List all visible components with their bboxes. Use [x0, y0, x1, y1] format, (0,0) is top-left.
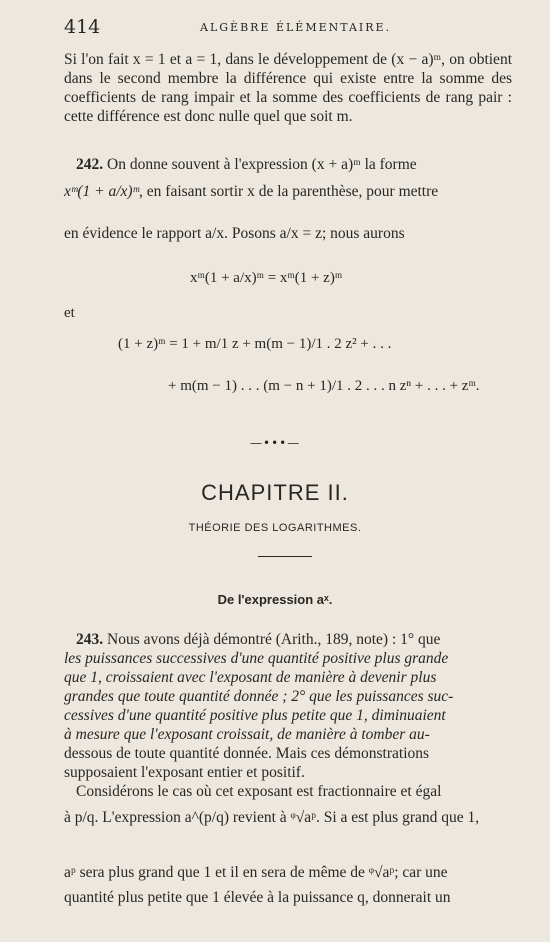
paragraph-number: 242.	[76, 156, 104, 173]
text-line: dessous de toute quantité donnée. Mais ces démonstrations	[64, 745, 430, 762]
paragraph-intro: Si l'on fait x = 1 et a = 1, dans le développement de (x − a)ᵐ, on obtient dans le second membre la différence qui existe entre la somme des coefficients de rang impair et la somme des coefficients de rang pair : cette différence est donc nulle quel que soit m.	[64, 51, 512, 125]
running-title: ALGÈBRE ÉLÉMENTAIRE.	[200, 21, 392, 34]
section-rule	[258, 556, 312, 557]
paragraph-242-text-2: , en faisant sortir x de la parenthèse, pour mettre	[139, 183, 439, 200]
paragraph-243	[64, 630, 512, 801]
paragraph-number: 243.	[76, 631, 104, 648]
paragraph-243-line-b: quantité plus petite que 1 élevée à la puissance q, donnerait un	[64, 889, 451, 906]
paragraph-242-line2	[64, 182, 512, 201]
text-line: à mesure que l'exposant croissait, de manière à tomber au-	[64, 726, 430, 743]
chapter-subtitle: THÉORIE DES LOGARITHMES.	[188, 522, 362, 534]
equation-2-line1: (1 + z)ᵐ = 1 + m/1 z + m(m − 1)/1 . 2 z² + . . .	[118, 336, 392, 352]
equation-2-line2: + m(m − 1) . . . (m − n + 1)/1 . 2 . . . n zⁿ + . . . + zᵐ.	[168, 378, 480, 394]
paragraph-243-frac-line: à p/q. L'expression a^(p/q) revient à ᵠ√aᵖ. Si a est plus grand que 1,	[64, 809, 480, 826]
ornament-divider: —•••—	[250, 436, 301, 450]
text-line: supposaient l'exposant entier et positif.	[64, 764, 305, 781]
paragraph-242-text: On donne souvent à l'expression (x + a)ᵐ la forme	[107, 156, 417, 173]
text-line: grandes que toute quantité donnée ; 2° que les puissances suc-	[64, 688, 454, 705]
section-heading: De l'expression aˣ.	[217, 592, 333, 607]
text-line: que 1, croissaient avec l'exposant de manière à devenir plus	[64, 669, 437, 686]
text-line: cessives d'une quantité positive plus petite que 1, diminuaient	[64, 707, 446, 724]
equation-1: xᵐ(1 + a/x)ᵐ = xᵐ(1 + z)ᵐ	[190, 270, 343, 286]
text-line: Nous avons déjà démontré (Arith., 189, note) : 1° que	[107, 631, 441, 648]
text-line: les puissances successives d'une quantité positive plus grande	[64, 650, 449, 667]
paragraph-242-line1	[64, 155, 512, 174]
text-line: Considérons le cas où cet exposant est fractionnaire et égal	[76, 783, 442, 800]
paragraph-243-line-a: aᵖ sera plus grand que 1 et il en sera de même de ᵠ√aᵖ; car une	[64, 864, 448, 881]
formula-inline: xᵐ(1 + a/x)ᵐ	[64, 183, 140, 200]
paragraph-242-text-3a: en évidence le rapport	[64, 225, 202, 242]
chapter-title: CHAPITRE II.	[201, 480, 349, 505]
paragraph-243-line	[64, 630, 512, 649]
page-number: 414	[64, 16, 101, 38]
paragraph-242-line3	[64, 224, 512, 243]
connector-et: et	[64, 305, 75, 321]
paragraph-242-text-3b: a/x. Posons a/x = z; nous aurons	[205, 225, 405, 242]
